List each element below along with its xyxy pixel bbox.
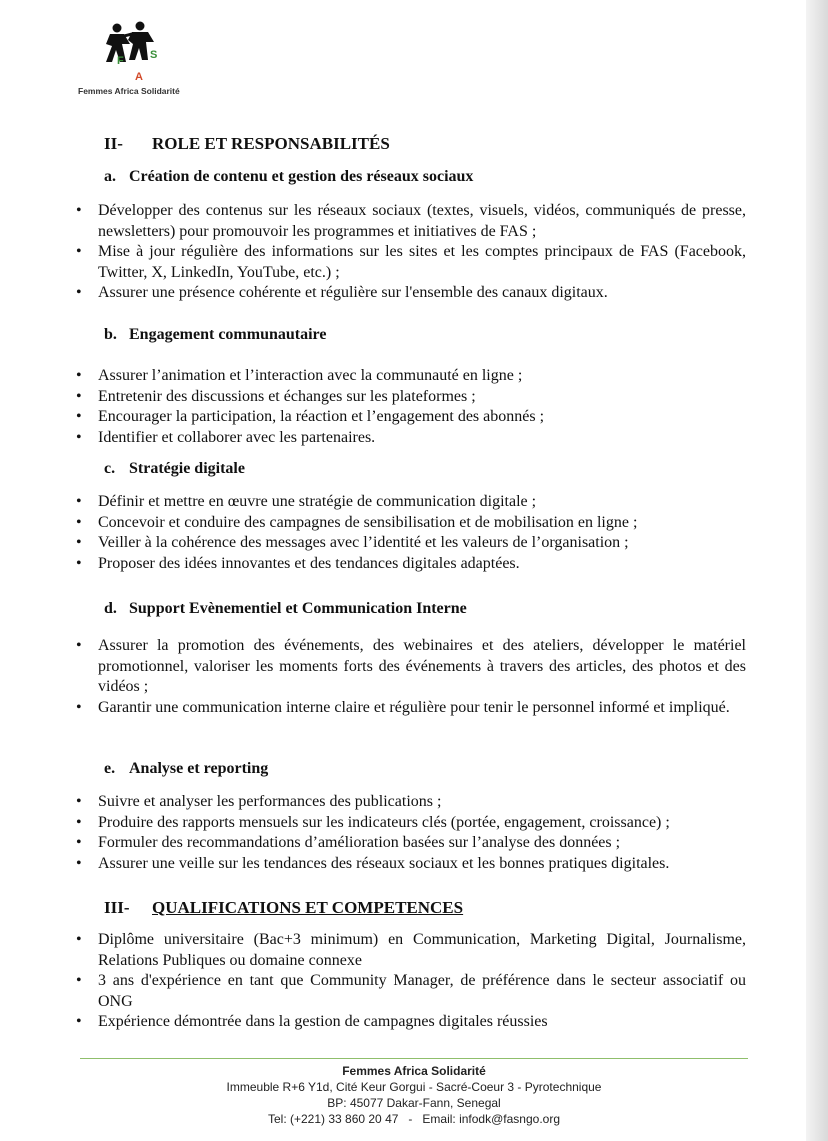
subsection-e-letter: e. [104, 760, 116, 777]
list-item: • Mise à jour régulière des informations sur les sites et les comptes principaux de FAS (Facebook, Twitter, X, LinkedIn, YouTube, etc.) ; [98, 242, 746, 283]
list-item: • Concevoir et conduire des campagnes de sensibilisation et de mobilisation en ligne ; [98, 513, 746, 534]
logo-letter-a: A [135, 71, 143, 83]
section-2-heading [104, 134, 390, 154]
list-item: • Garantir une communication interne claire et régulière pour tenir le personnel informé et impliqué. [98, 698, 746, 719]
subsection-e-title: Analyse et reporting [129, 760, 269, 777]
footer [80, 1063, 748, 1127]
logo-letter-f: F [117, 55, 124, 67]
list-item: • Assurer l’animation et l’interaction avec la communauté en ligne ; [98, 366, 746, 387]
list-item: • Développer des contenus sur les réseaux sociaux (textes, visuels, vidéos, communiqués de presse, newsletters) pour promouvoir les programmes et initiatives de FAS ; [98, 201, 746, 242]
list-item: • Entretenir des discussions et échanges sur les plateformes ; [98, 387, 746, 408]
section-3-heading [104, 898, 463, 918]
subsection-b-title: Engagement communautaire [129, 326, 327, 343]
page-edge-shadow [806, 0, 828, 1141]
subsection-e-list [98, 792, 746, 874]
subsection-d-list [98, 636, 746, 718]
footer-address: Immeuble R+6 Y1d, Cité Keur Gorgui - Sacré-Coeur 3 - Pyrotechnique [226, 1080, 602, 1094]
list-item: • Diplôme universitaire (Bac+3 minimum) en Communication, Marketing Digital, Journalisme, Relations Publiques ou domaine connexe [98, 930, 746, 971]
subsection-b-heading [104, 326, 326, 344]
footer-contact: Tel: (+221) 33 860 20 47 - Email: infodk@fasngo.org [267, 1112, 560, 1126]
subsection-d-heading [104, 600, 467, 618]
subsection-b-list [98, 366, 746, 448]
subsection-c-list [98, 492, 746, 574]
list-item: • Assurer une présence cohérente et régulière sur l'ensemble des canaux digitaux. [98, 283, 746, 304]
list-item: • Assurer la promotion des événements, des webinaires et des ateliers, développer le matériel promotionnel, valoriser les moments forts des événements à travers des articles, des photos et des vidéos ; [98, 636, 746, 698]
subsection-c-heading [104, 460, 245, 478]
list-item: • Encourager la participation, la réaction et l’engagement des abonnés ; [98, 407, 746, 428]
subsection-d-letter: d. [104, 600, 117, 617]
list-item: • Formuler des recommandations d’amélioration basées sur l’analyse des données ; [98, 833, 746, 854]
section-2-number: II- [104, 134, 123, 153]
list-item: • Définir et mettre en œuvre une stratégie de communication digitale ; [98, 492, 746, 513]
subsection-b-letter: b. [104, 326, 117, 343]
subsection-c-title: Stratégie digitale [129, 460, 245, 477]
list-item: • Produire des rapports mensuels sur les indicateurs clés (portée, engagement, croissance) ; [98, 813, 746, 834]
list-item: • 3 ans d'expérience en tant que Community Manager, de préférence dans le secteur associatif ou ONG [98, 971, 746, 1012]
subsection-a-list [98, 201, 746, 304]
section-3-list [98, 930, 746, 1033]
list-item: • Proposer des idées innovantes et des tendances digitales adaptées. [98, 554, 746, 575]
section-3-title: QUALIFICATIONS ET COMPETENCES [152, 898, 464, 917]
subsection-a-heading [104, 168, 473, 186]
list-item: • Identifier et collaborer avec les partenaires. [98, 428, 746, 449]
subsection-d-title: Support Evènementiel et Communication Interne [129, 600, 467, 617]
subsection-c-letter: c. [104, 460, 116, 477]
footer-bp: BP: 45077 Dakar-Fann, Senegal [327, 1096, 501, 1110]
list-item: • Veiller à la cohérence des messages avec l’identité et les valeurs de l’organisation ; [98, 533, 746, 554]
list-item: • Expérience démontrée dans la gestion de campagnes digitales réussies [98, 1012, 746, 1033]
section-3-number: III- [104, 898, 130, 917]
logo [78, 20, 188, 100]
footer-divider [80, 1058, 748, 1059]
subsection-a-letter: a. [104, 168, 116, 185]
logo-letter-s: S [150, 49, 158, 61]
footer-org-name: Femmes Africa Solidarité [342, 1064, 486, 1078]
logo-letters [78, 20, 188, 90]
list-item: • Suivre et analyser les performances des publications ; [98, 792, 746, 813]
subsection-a-title: Création de contenu et gestion des réseaux sociaux [129, 168, 474, 185]
list-item: • Assurer une veille sur les tendances des réseaux sociaux et les bonnes pratiques digitales. [98, 854, 746, 875]
section-2-title: ROLE ET RESPONSABILITÉS [152, 134, 390, 153]
logo-org-name: Femmes Africa Solidarité [78, 86, 180, 96]
subsection-e-heading [104, 760, 268, 778]
